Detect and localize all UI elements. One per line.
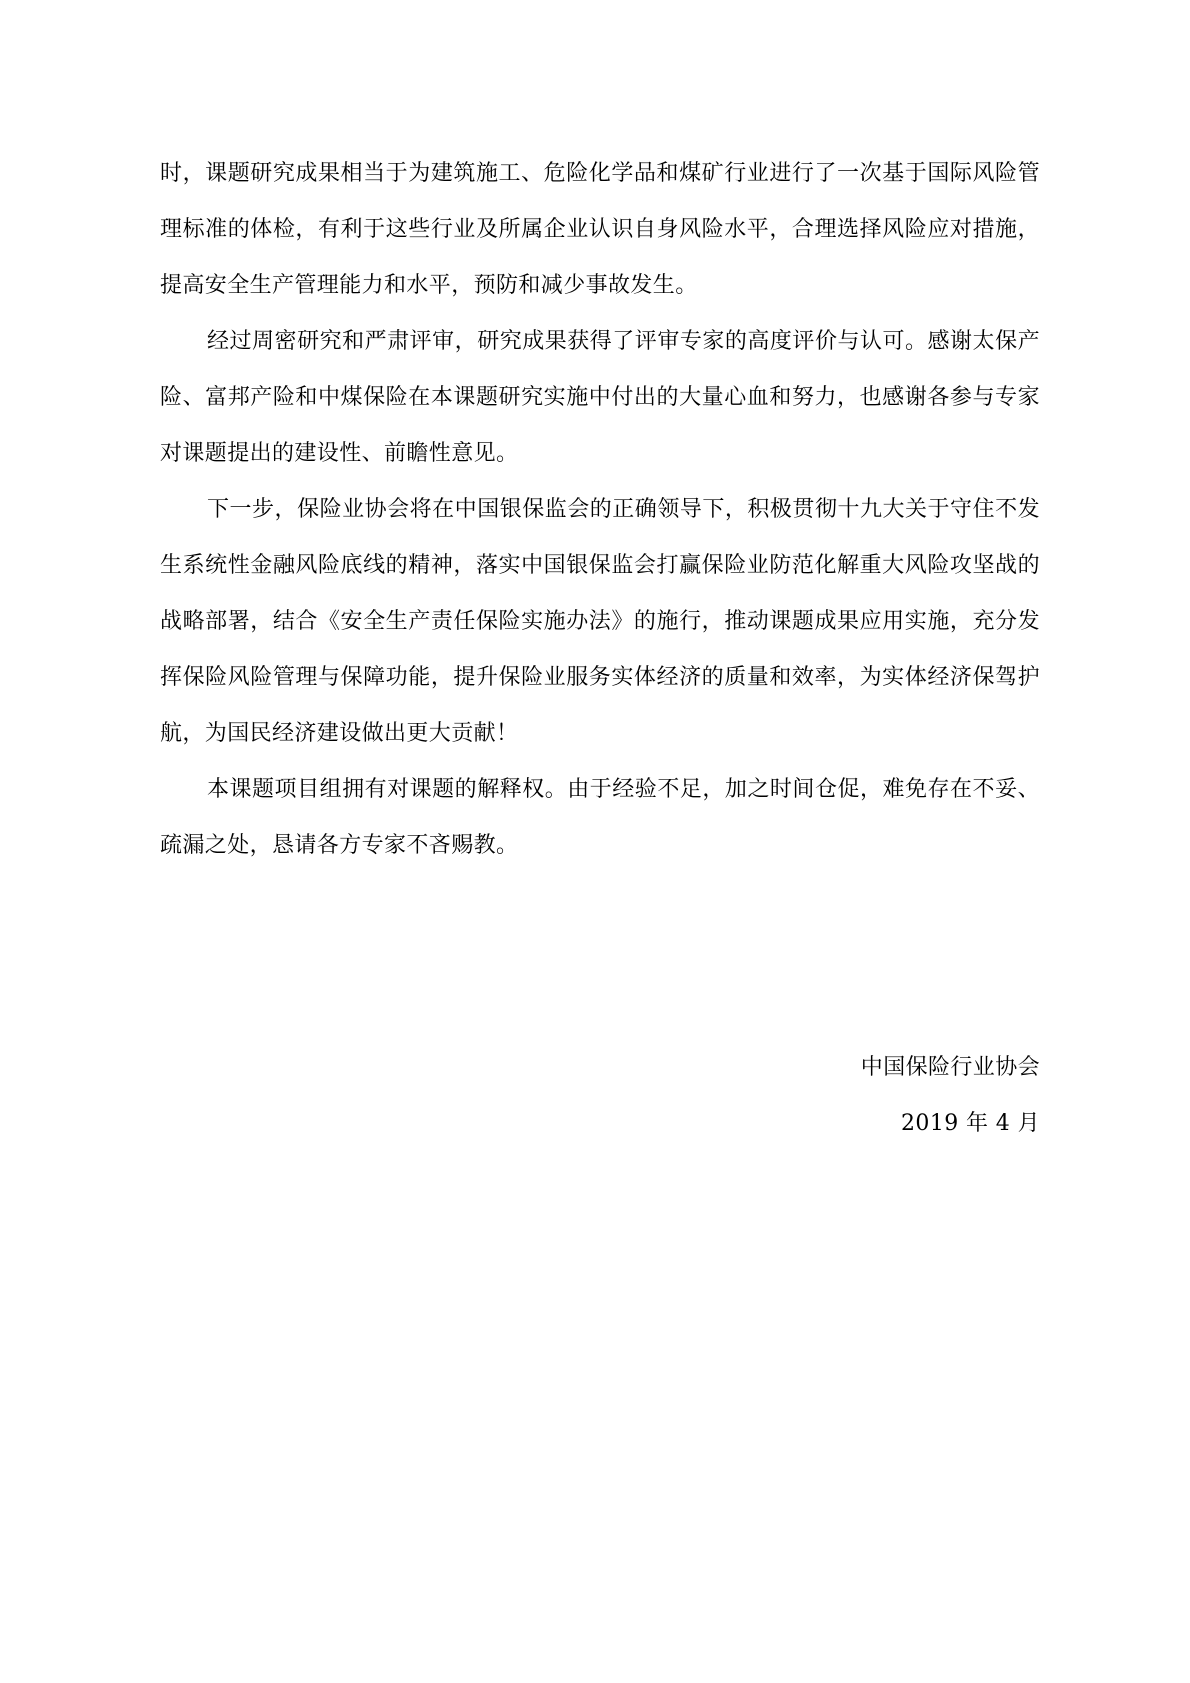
signature-organization: 中国保险行业协会 (860, 1055, 1040, 1080)
document-body (160, 146, 1040, 874)
paragraph-continuation: 时，课题研究成果相当于为建筑施工、危险化学品和煤矿行业进行了一次基于国际风险管理标准的体检，有利于这些行业及所属企业认识自身风险水平，合理选择风险应对措施，提高安全生产管理能力和水平，预防和减少事故发生。 (160, 161, 1040, 298)
signature-date: 2019 年 4 月 (901, 1111, 1040, 1136)
paragraph-disclaimer: 本课题项目组拥有对课题的解释权。由于经验不足，加之时间仓促，难免存在不妥、疏漏之处，恳请各方专家不吝赐教。 (160, 777, 1040, 858)
paragraph-acknowledgement: 经过周密研究和严肃评审，研究成果获得了评审专家的高度评价与认可。感谢太保产险、富邦产险和中煤保险在本课题研究实施中付出的大量心血和努力，也感谢各参与专家对课题提出的建设性、前瞻性意见。 (160, 329, 1040, 466)
paragraph-next-steps: 下一步，保险业协会将在中国银保监会的正确领导下，积极贯彻十九大关于守住不发生系统性金融风险底线的精神，落实中国银保监会打赢保险业防范化解重大风险攻坚战的战略部署，结合《安全生产责任保险实施办法》的施行，推动课题成果应用实施，充分发挥保险风险管理与保障功能，提升保险业服务实体经济的质量和效率，为实体经济保驾护航，为国民经济建设做出更大贡献！ (160, 497, 1040, 746)
signature-block (540, 1040, 1040, 1152)
